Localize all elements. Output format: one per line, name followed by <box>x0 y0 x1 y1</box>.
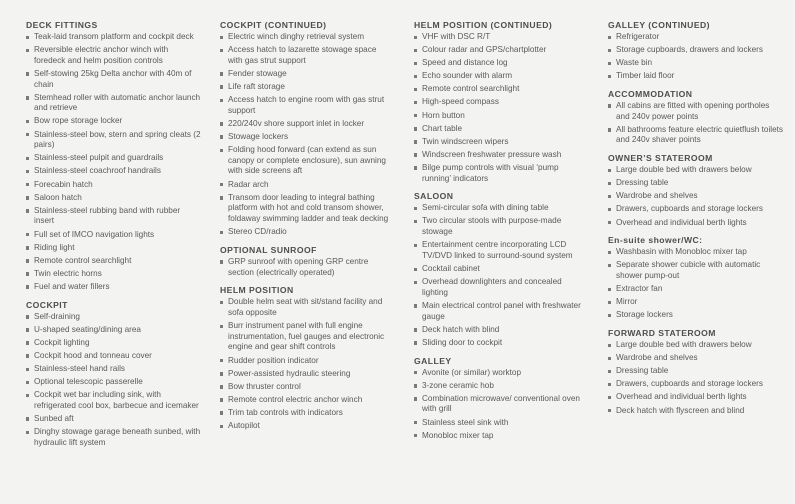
spec-list <box>414 368 589 442</box>
spec-list-item: Storage cupboards, drawers and lockers <box>608 45 784 56</box>
spec-list-item: Bow rope storage locker <box>26 116 201 127</box>
spec-list-item: Life raft storage <box>220 82 392 93</box>
spec-list-item: Twin windscreen wipers <box>414 137 589 148</box>
spec-section <box>414 356 589 442</box>
spec-list <box>414 32 589 184</box>
section-heading: COCKPIT (CONTINUED) <box>220 20 327 30</box>
spec-list-item: Separate shower cubicle with automatic shower pump-out <box>608 260 784 281</box>
spec-list <box>608 101 784 146</box>
spec-list-item: Overhead and individual berth lights <box>608 392 784 403</box>
spec-list-item: Large double bed with drawers below <box>608 340 784 351</box>
spec-list-item: Overhead downlighters and concealed lighting <box>414 277 589 298</box>
spec-list-item: Bilge pump controls with visual ‘pump running’ indicators <box>414 163 589 184</box>
spec-list-item: Self-stowing 25kg Delta anchor with 40m of chain <box>26 69 201 90</box>
spec-list-item: Cockpit lighting <box>26 338 201 349</box>
spec-list-item: Riding light <box>26 243 201 254</box>
section-heading: GALLEY <box>414 355 452 366</box>
spec-list-item: Wardrobe and shelves <box>608 353 784 364</box>
spec-list-item: Cockpit hood and tonneau cover <box>26 351 201 362</box>
spec-list-item: Timber laid floor <box>608 71 784 82</box>
spec-list-item: Deck hatch with blind <box>414 325 589 336</box>
spec-list-item: Avonite (or similar) worktop <box>414 368 589 379</box>
spec-section <box>608 328 784 416</box>
spec-section <box>220 245 392 278</box>
spec-list-item: Full set of IMCO navigation lights <box>26 230 201 241</box>
spec-list-item: Stereo CD/radio <box>220 227 392 238</box>
column-4 <box>608 20 784 423</box>
spec-list-item: Colour radar and GPS/chartplotter <box>414 45 589 56</box>
section-heading: En-suite shower/WC: <box>608 235 703 246</box>
spec-list-item: Stainless-steel hand rails <box>26 364 201 375</box>
section-heading: SALOON <box>414 191 454 202</box>
spec-list-item: Stowage lockers <box>220 132 392 143</box>
spec-list-item: Trim tab controls with indicators <box>220 408 392 419</box>
spec-list-item: Electric winch dinghy retrieval system <box>220 32 392 43</box>
spec-list <box>26 312 201 449</box>
spec-list-item: 220/240v shore support inlet in locker <box>220 119 392 130</box>
column-3 <box>414 20 589 448</box>
spec-list-item: Double helm seat with sit/stand facility and sofa opposite <box>220 297 392 318</box>
spec-list-item: Chart table <box>414 124 589 135</box>
spec-list-item: Stainless-steel coachroof handrails <box>26 166 201 177</box>
spec-section <box>26 300 201 449</box>
spec-list-item: Speed and distance log <box>414 58 589 69</box>
spec-list-item: Optional telescopic passerelle <box>26 377 201 388</box>
spec-list-item: Large double bed with drawers below <box>608 165 784 176</box>
spec-list-item: Transom door leading to integral bathing platform with hot and cold transom shower, foldaway swimming ladder and teak decking <box>220 193 392 225</box>
spec-list-item: Waste bin <box>608 58 784 69</box>
spec-list-item: Power-assisted hydraulic steering <box>220 369 392 380</box>
spec-list <box>26 32 201 293</box>
section-heading: COCKPIT <box>26 299 68 310</box>
spec-list <box>220 32 392 238</box>
spec-list-item: 3-zone ceramic hob <box>414 381 589 392</box>
spec-list-item: Main electrical control panel with freshwater gauge <box>414 301 589 322</box>
spec-section <box>608 20 784 82</box>
spec-list-item: All cabins are fitted with opening portholes and 240v power points <box>608 101 784 122</box>
spec-list-item: All bathrooms feature electric quietflush toilets and 240v shaver points <box>608 125 784 146</box>
section-heading: HELM POSITION <box>220 285 294 296</box>
section-heading: ACCOMMODATION <box>608 88 693 99</box>
section-heading: FORWARD STATEROOM <box>608 328 716 339</box>
section-heading: GALLEY (CONTINUED) <box>608 20 710 30</box>
spec-list <box>608 340 784 416</box>
spec-list-item: Forecabin hatch <box>26 180 201 191</box>
spec-list-item: Entertainment centre incorporating LCD TV/DVD linked to surround-sound system <box>414 240 589 261</box>
spec-list-item: Self-draining <box>26 312 201 323</box>
spec-list-item: Windscreen freshwater pressure wash <box>414 150 589 161</box>
spec-list-item: Twin electric horns <box>26 269 201 280</box>
spec-section <box>608 89 784 146</box>
column-2 <box>220 20 392 439</box>
spec-list-item: Reversible electric anchor winch with foredeck and helm position controls <box>26 45 201 66</box>
spec-list-item: Autopilot <box>220 421 392 432</box>
spec-list-item: Deck hatch with flyscreen and blind <box>608 406 784 417</box>
spec-list-item: Stemhead roller with automatic anchor launch and retrieve <box>26 93 201 114</box>
spec-list-item: Folding hood forward (can extend as sun canopy or complete enclosure), sun awning with side screens aft <box>220 145 392 177</box>
spec-section <box>608 235 784 321</box>
spec-list-item: Drawers, cupboards and storage lockers <box>608 204 784 215</box>
spec-list <box>414 203 589 348</box>
spec-section <box>414 20 589 184</box>
column-1 <box>26 20 201 455</box>
spec-list-item: Sunbed aft <box>26 414 201 425</box>
spec-list-item: Teak-laid transom platform and cockpit deck <box>26 32 201 43</box>
section-heading: OPTIONAL SUNROOF <box>220 244 317 255</box>
spec-list-item: Radar arch <box>220 180 392 191</box>
spec-list-item: Extractor fan <box>608 284 784 295</box>
spec-list-item: Semi-circular sofa with dining table <box>414 203 589 214</box>
spec-list-item: Stainless-steel bow, stern and spring cleats (2 pairs) <box>26 130 201 151</box>
spec-list-item: VHF with DSC R/T <box>414 32 589 43</box>
spec-list-item: Combination microwave/ conventional oven with grill <box>414 394 589 415</box>
spec-list-item: Cocktail cabinet <box>414 264 589 275</box>
spec-list-item: Access hatch to engine room with gas strut support <box>220 95 392 116</box>
spec-list <box>608 247 784 321</box>
spec-list-item: Cockpit wet bar including sink, with refrigerated cool box, barbecue and icemaker <box>26 390 201 411</box>
spec-list-item: Monobloc mixer tap <box>414 431 589 442</box>
spec-list-item: Dinghy stowage garage beneath sunbed, with hydraulic lift system <box>26 427 201 448</box>
spec-list-item: Stainless-steel rubbing band with rubber insert <box>26 206 201 227</box>
spec-list-item: Saloon hatch <box>26 193 201 204</box>
spec-list-item: Rudder position indicator <box>220 356 392 367</box>
spec-list-item: Two circular stools with purpose-made stowage <box>414 216 589 237</box>
spec-list-item: Fuel and water fillers <box>26 282 201 293</box>
spec-list-item: Burr instrument panel with full engine instrumentation, fuel gauges and electronic engine and gear shift controls <box>220 321 392 353</box>
spec-list-item: Remote control searchlight <box>414 84 589 95</box>
spec-list-item: Drawers, cupboards and storage lockers <box>608 379 784 390</box>
spec-list-item: Remote control searchlight <box>26 256 201 267</box>
spec-list <box>220 257 392 278</box>
spec-list-item: U-shaped seating/dining area <box>26 325 201 336</box>
spec-list-item: Access hatch to lazarette stowage space with gas strut support <box>220 45 392 66</box>
spec-list-item: High-speed compass <box>414 97 589 108</box>
spec-list-item: Dressing table <box>608 366 784 377</box>
spec-list <box>608 32 784 82</box>
spec-list-item: Wardrobe and shelves <box>608 191 784 202</box>
spec-list-item: Fender stowage <box>220 69 392 80</box>
spec-list-item: Echo sounder with alarm <box>414 71 589 82</box>
spec-list-item: Dressing table <box>608 178 784 189</box>
section-heading: OWNER’S STATEROOM <box>608 153 713 164</box>
spec-list-item: Storage lockers <box>608 310 784 321</box>
spec-list-item: Bow thruster control <box>220 382 392 393</box>
section-heading: HELM POSITION (CONTINUED) <box>414 20 553 30</box>
spec-list-item: Sliding door to cockpit <box>414 338 589 349</box>
spec-section <box>608 153 784 228</box>
spec-section <box>26 20 201 293</box>
spec-list <box>220 297 392 431</box>
spec-list-item: Stainless steel sink with <box>414 418 589 429</box>
spec-list-item: Overhead and individual berth lights <box>608 218 784 229</box>
spec-section <box>414 191 589 348</box>
spec-list-item: Stainless-steel pulpit and guardrails <box>26 153 201 164</box>
spec-list-item: Mirror <box>608 297 784 308</box>
spec-list <box>608 165 784 228</box>
section-heading: DECK FITTINGS <box>26 20 98 30</box>
spec-list-item: Remote control electric anchor winch <box>220 395 392 406</box>
spec-list-item: GRP sunroof with opening GRP centre section (electrically operated) <box>220 257 392 278</box>
spec-list-item: Washbasin with Monobloc mixer tap <box>608 247 784 258</box>
spec-list-item: Refrigerator <box>608 32 784 43</box>
spec-section <box>220 20 392 238</box>
spec-section <box>220 285 392 431</box>
spec-list-item: Horn button <box>414 111 589 122</box>
